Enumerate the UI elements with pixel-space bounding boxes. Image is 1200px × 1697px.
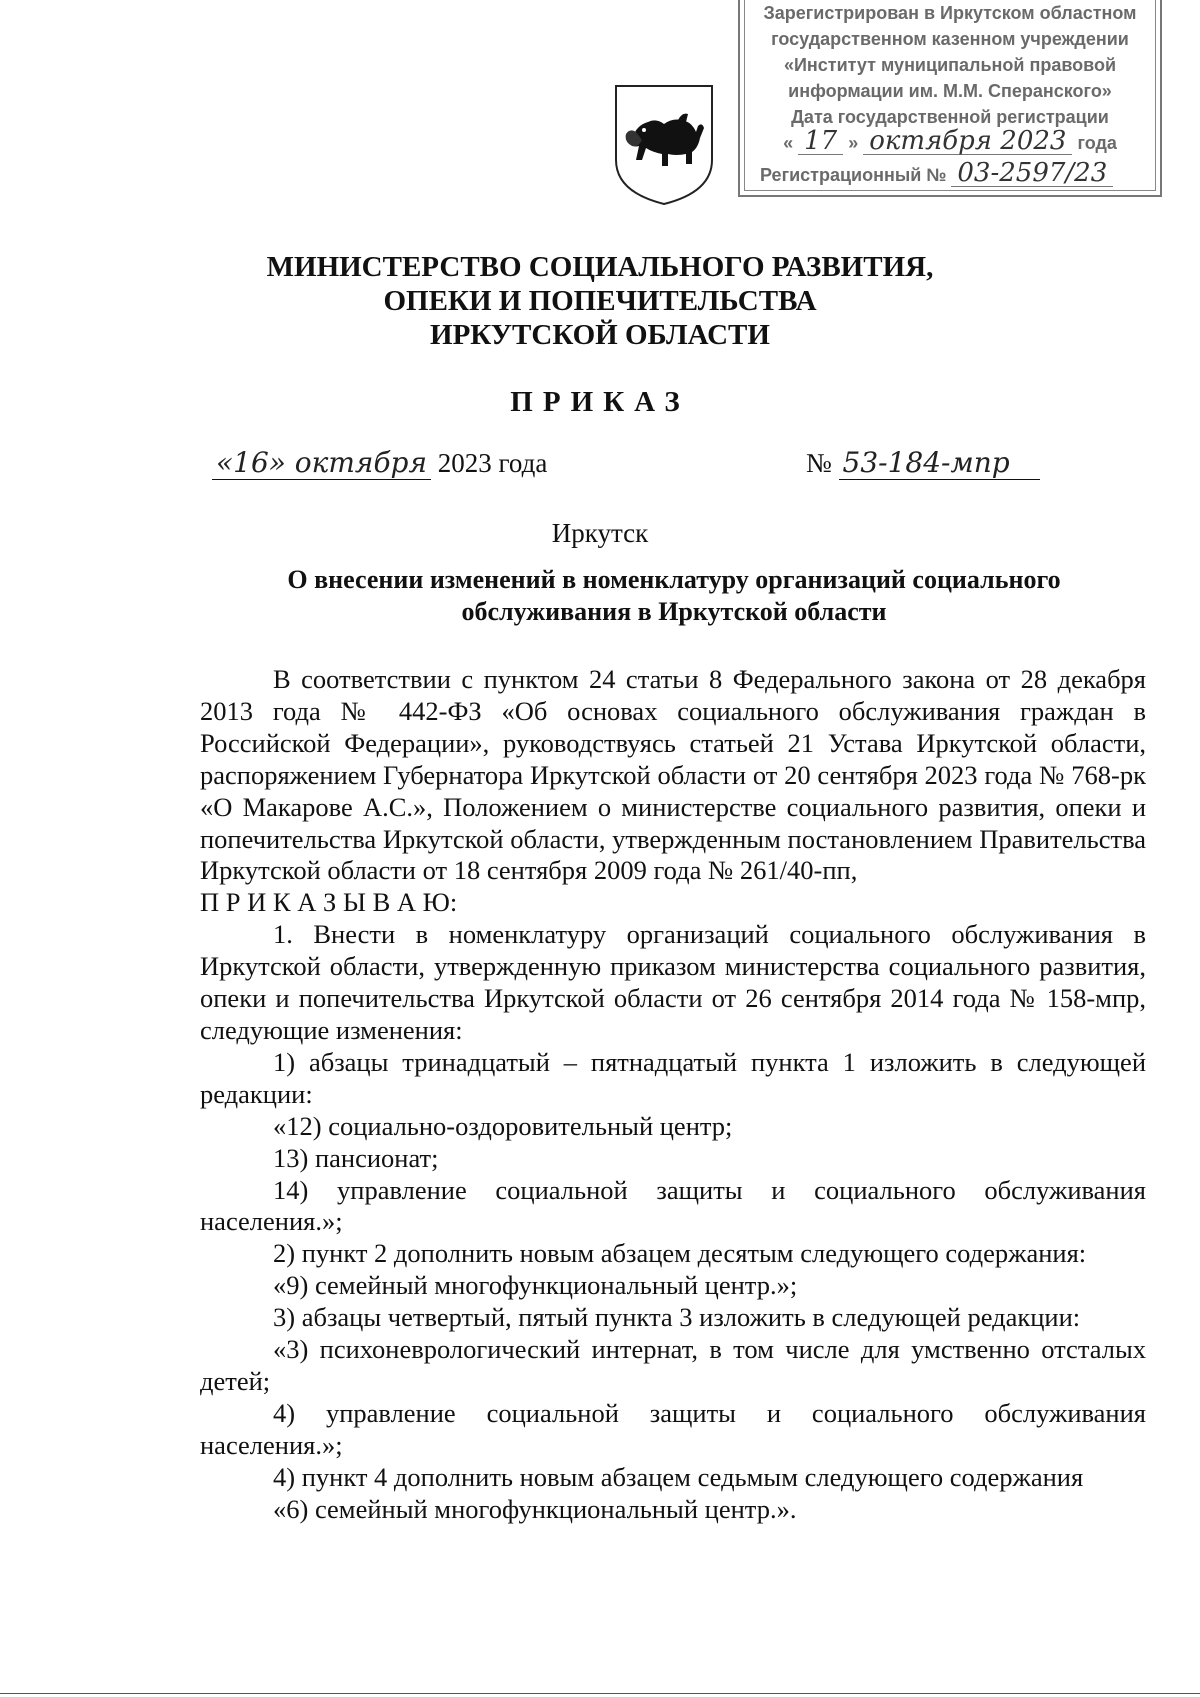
document-subject xyxy=(200,564,1148,628)
subject-line-2: обслуживания в Иркутской области xyxy=(461,597,887,626)
stamp-year-word: года xyxy=(1077,133,1117,153)
order-number-prefix: № xyxy=(806,448,832,478)
body-paragraph-5: 14) управление социальной защиты и социального обслуживания населения.»; xyxy=(200,1174,1146,1237)
org-line-1: МИНИСТЕРСТВО СОЦИАЛЬНОГО РАЗВИТИЯ, xyxy=(266,251,934,283)
document-body xyxy=(200,664,1146,1525)
city: Иркутск xyxy=(551,518,649,548)
preamble-paragraph: В соответствии с пунктом 24 статьи 8 Федерального закона от 28 декабря 2013 года № 442-ФЗ «Об основах социального обслуживания граждан в Российской Федерации», руководствуясь статьей 21 Устава Иркутской области, распоряжением Губернатора Иркутской области от 20 сентября 2023 года № 768-рк «О Макарове А.С.», Положением о министерстве социального развития, опеки и попечительства Иркутской области, утвержденным постановлением Правительства Иркутской области от 18 сентября 2009 года № 261/40-пп, xyxy=(200,664,1146,886)
body-paragraph-10: 4) управление социальной защиты и социального обслуживания населения.»; xyxy=(200,1397,1146,1460)
order-date xyxy=(212,446,547,480)
registration-stamp xyxy=(738,0,1162,197)
body-paragraph-3: «12) социально-оздоровительный центр; xyxy=(273,1110,733,1141)
stamp-date-open: « xyxy=(783,133,794,153)
stamp-month-year: октября 2023 xyxy=(863,128,1072,155)
stamp-day: 17 xyxy=(798,128,843,155)
stamp-reg-label: Регистрационный № xyxy=(760,165,947,185)
stamp-line-3: «Институт муниципальной правовой xyxy=(783,55,1117,75)
page-bottom-rule xyxy=(0,1693,1200,1694)
document-type: ПРИКАЗ xyxy=(510,386,690,418)
org-line-2: ОПЕКИ И ПОПЕЧИТЕЛЬСТВА xyxy=(383,285,817,317)
stamp-line-1: Зарегистрирован в Иркутском областном xyxy=(763,3,1137,23)
body-paragraph-12: «6) семейный многофункциональный центр.». xyxy=(273,1493,797,1524)
order-number-handwritten: 53-184-мпр xyxy=(839,446,1040,480)
body-paragraph-8: 3) абзацы четвертый, пятый пункта 3 изложить в следующей редакции: xyxy=(273,1302,1081,1333)
order-word: П Р И К А З Ы В А Ю: xyxy=(200,887,458,918)
body-paragraph-2: 1) абзацы тринадцатый – пятнадцатый пункта 1 изложить в следующей редакции: xyxy=(200,1046,1146,1109)
organization-header xyxy=(0,250,1200,352)
order-number xyxy=(806,446,1040,480)
stamp-date-mid: » xyxy=(848,133,859,153)
stamp-line-4: информации им. М.М. Сперанского» xyxy=(788,81,1112,101)
body-paragraph-9: «3) психоневрологический интернат, в том числе для умственно отсталых детей; xyxy=(200,1334,1146,1396)
body-paragraph-7: «9) семейный многофункциональный центр.»; xyxy=(273,1270,798,1301)
org-line-3: ИРКУТСКОЙ ОБЛАСТИ xyxy=(430,319,770,351)
stamp-line-2: государственном казенном учреждении xyxy=(771,29,1129,49)
stamp-reg-number: 03-2597/23 xyxy=(951,160,1113,187)
subject-line-1: О внесении изменений в номенклатуру организаций социального xyxy=(287,565,1061,594)
stamp-reg-row xyxy=(760,160,1140,188)
order-date-handwritten: «16» октября xyxy=(212,446,431,480)
body-paragraph-4: 13) пансионат; xyxy=(273,1142,439,1173)
body-paragraph-11: 4) пункт 4 дополнить новым абзацем седьмым следующего содержания xyxy=(273,1461,1084,1492)
body-paragraph-6: 2) пункт 2 дополнить новым абзацем десятым следующего содержания: xyxy=(273,1238,1087,1269)
body-paragraph-1: 1. Внести в номенклатуру организаций социального обслуживания в Иркутской области, утвержденную приказом министерства социального развития, опеки и попечительства Иркутской области от 26 сентября 2014 года № 158-мпр, следующие изменения: xyxy=(200,919,1146,1045)
irkutsk-coat-of-arms-icon xyxy=(612,82,716,208)
stamp-line-5: Дата государственной регистрации xyxy=(791,107,1109,127)
stamp-date-row xyxy=(740,128,1160,156)
order-date-suffix: 2023 года xyxy=(437,448,548,478)
